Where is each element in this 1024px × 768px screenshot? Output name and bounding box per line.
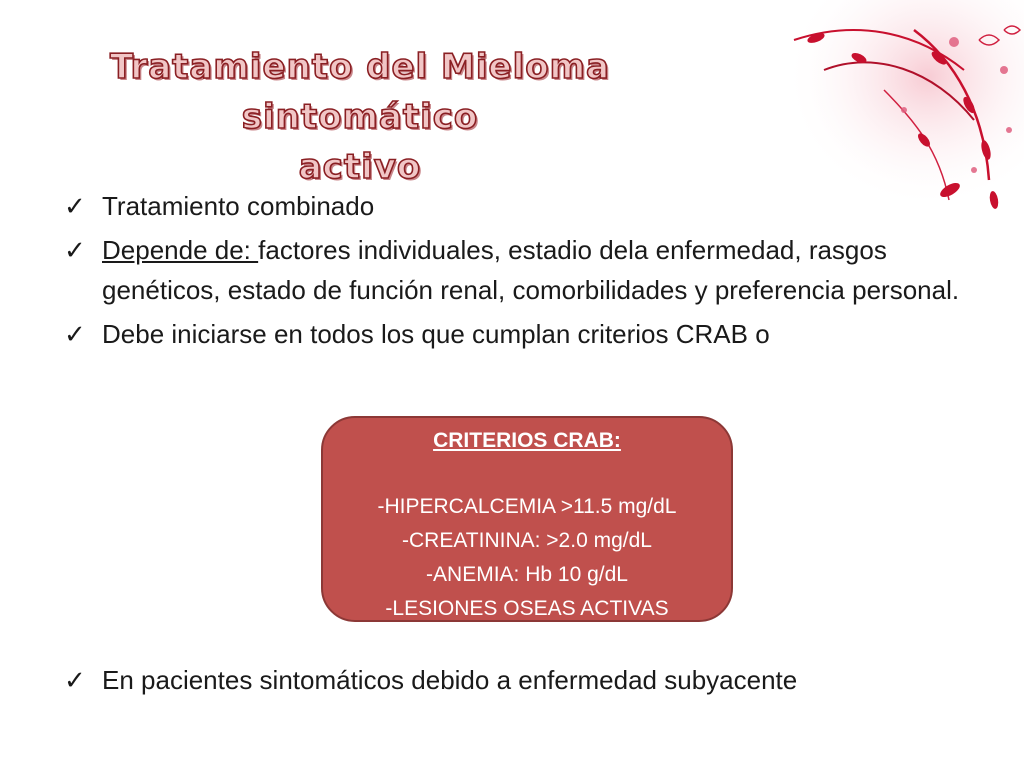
crab-criteria-box	[321, 416, 733, 622]
bullet-item-3	[64, 314, 964, 354]
crab-title: CRITERIOS CRAB:	[433, 429, 621, 452]
crab-spacer	[323, 458, 731, 490]
crab-item-creatinina: -CREATININA: >2.0 mg/dL	[402, 529, 652, 552]
bullet-text-1: Tratamiento combinado	[102, 191, 375, 221]
bullet-item-4	[64, 660, 797, 700]
check-icon: ✓	[64, 319, 86, 349]
bullet-text-4: En pacientes sintomáticos debido a enfermedad subyacente	[102, 665, 798, 695]
bullet-text-2: factores individuales, estadio dela enfermedad, rasgos genéticos, estado de función renal, comorbilidades y preferencia personal.	[102, 235, 960, 305]
bullet-text-3: Debe iniciarse en todos los que cumplan criterios CRAB o	[102, 319, 770, 349]
check-icon: ✓	[64, 235, 86, 265]
crab-item-hipercalcemia: -HIPERCALCEMIA >11.5 mg/dL	[377, 495, 677, 518]
bullet-item-2	[64, 230, 964, 310]
check-icon: ✓	[64, 665, 86, 695]
bullet-list	[64, 186, 964, 358]
title-line-2: activo	[298, 147, 422, 187]
check-icon: ✓	[64, 191, 86, 221]
title-line-1: Tratamiento del Mieloma sintomático	[110, 47, 610, 137]
slide-title	[10, 42, 710, 192]
crab-item-lesiones: -LESIONES OSEAS ACTIVAS	[385, 597, 669, 620]
bullet-item-1	[64, 186, 964, 226]
bullet-text-2-underlined: Depende de:	[102, 235, 259, 265]
crab-item-anemia: -ANEMIA: Hb 10 g/dL	[426, 563, 628, 586]
